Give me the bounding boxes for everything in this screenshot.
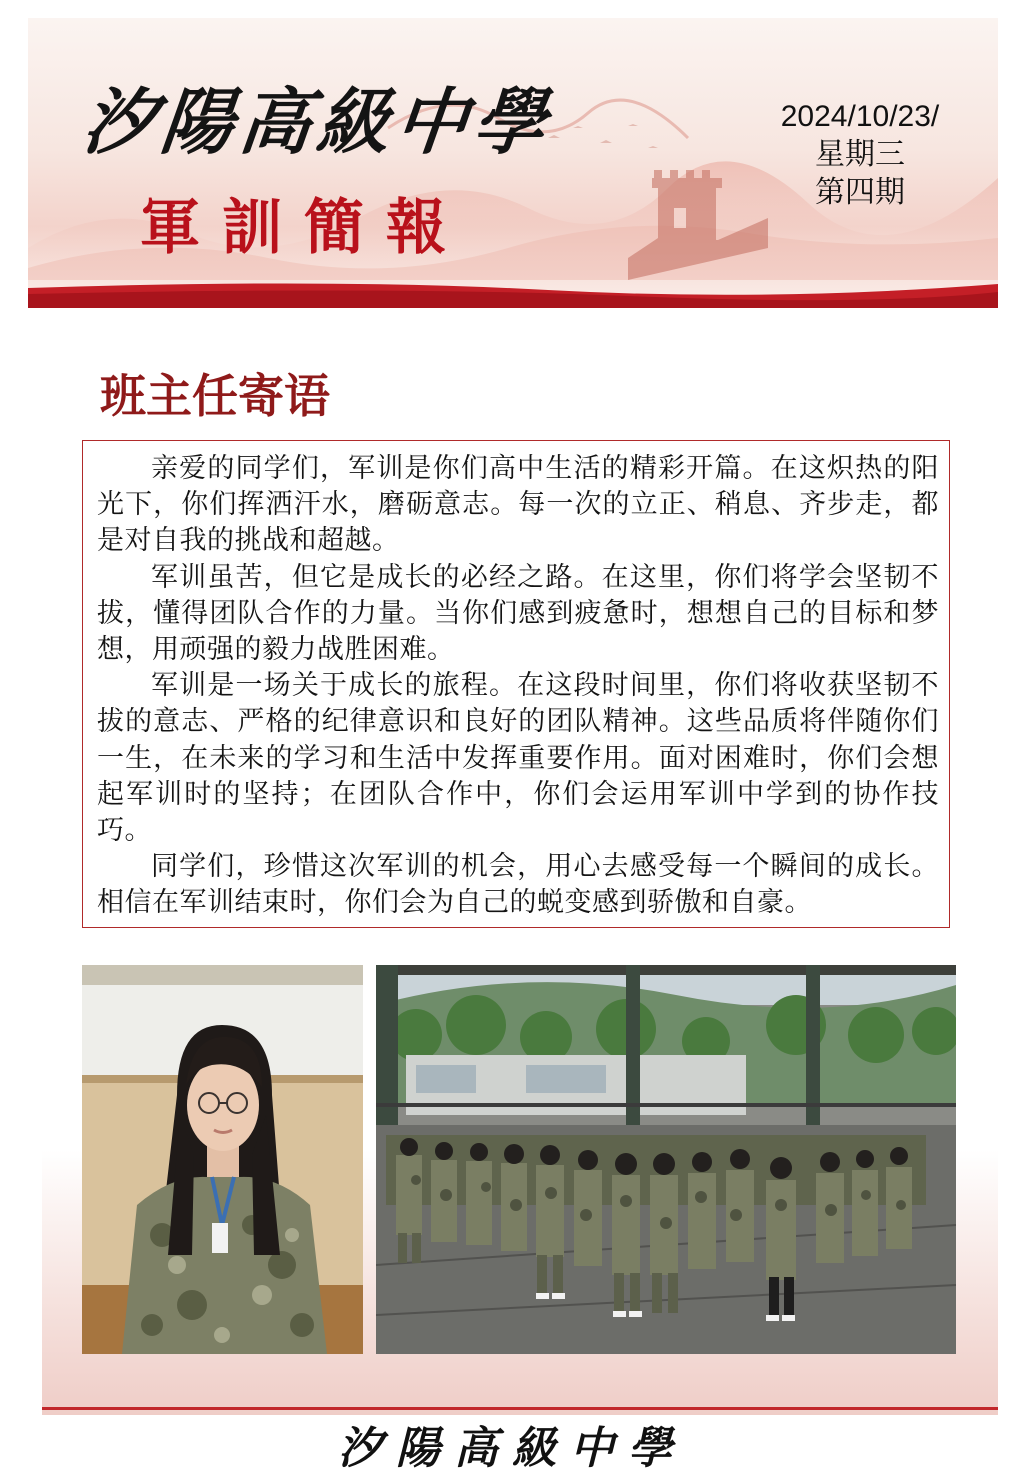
teacher-portrait-photo: [82, 965, 363, 1354]
students-formation-photo: [376, 965, 956, 1354]
message-paragraph: 军训虽苦，但它是成长的必经之路。在这里，你们将学会坚韧不拔，懂得团队合作的力量。当你们感到疲惫时，想想自己的目标和梦想，用顽强的毅力战胜困难。: [97, 561, 939, 666]
newsletter-title: 軍訓簡報: [140, 193, 468, 263]
section-heading: 班主任寄语: [100, 369, 330, 423]
issue-number: 第四期: [815, 176, 905, 209]
message-paragraph: 同学们，珍惜这次军训的机会，用心去感受每一个瞬间的成长。相信在军训结束时，你们会为自己的蜕变感到骄傲和自豪。: [97, 851, 939, 919]
red-ribbon-bar: [28, 280, 998, 308]
issue-date: 2024/10/23/: [780, 100, 940, 133]
school-calligraphy-title: 汐陽高級中學: [78, 79, 556, 164]
message-paragraph: 亲爱的同学们，军训是你们高中生活的精彩开篇。在这炽热的阳光下，你们挥洒汗水，磨砺意志。每一次的立正、稍息、齐步走，都是对自我的挑战和超越。: [97, 453, 939, 557]
footer-divider-line: [42, 1407, 998, 1410]
message-paragraph: 军训是一场关于成长的旅程。在这段时间里，你们将收获坚韧不拔的意志、严格的纪律意识和良好的团队精神。这些品质将伴随你们一生，在未来的学习和生活中发挥重要作用。面对困难时，你们会想起军训时的坚持；在团队合作中，你们会运用军训中学到的协作技巧。: [97, 670, 939, 847]
issue-date-block: [760, 98, 960, 212]
teacher-message-box: [82, 440, 950, 928]
issue-weekday: 星期三: [815, 138, 905, 171]
footer-school-name: 汐陽高級中學: [338, 1423, 686, 1474]
